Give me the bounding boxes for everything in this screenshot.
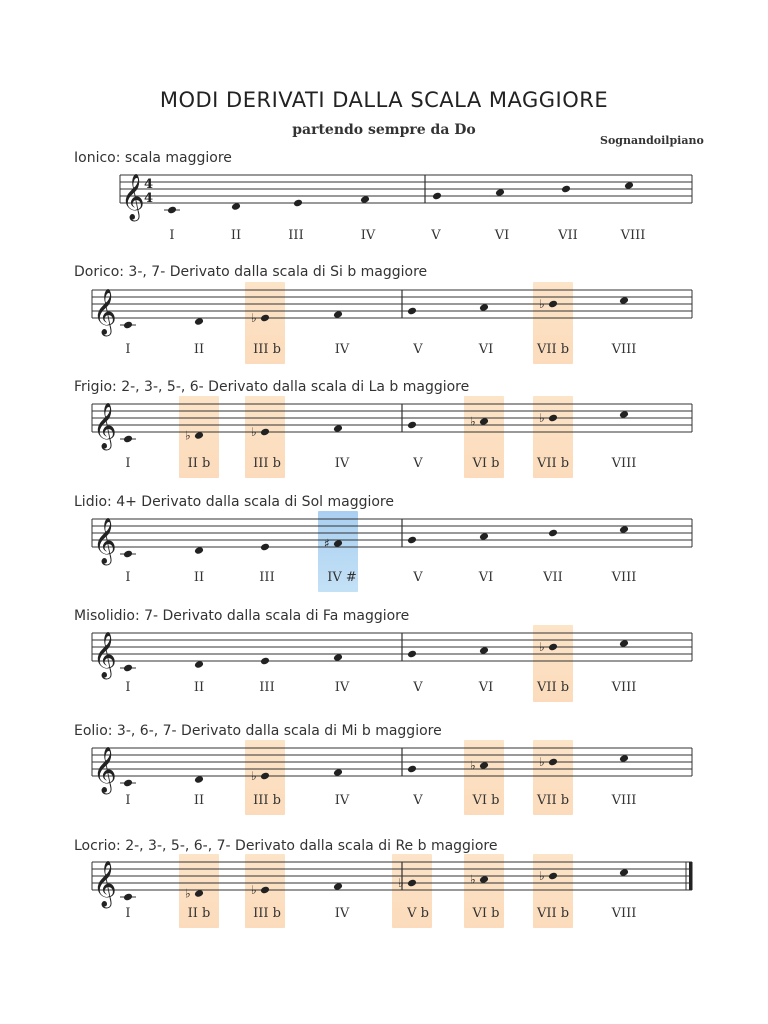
degree-label: VIII [611,456,637,471]
flat-icon: ♭ [251,883,257,897]
degree-label: VIII [611,570,637,585]
degree-label: V [413,793,423,808]
note-head [548,300,558,309]
degree-label: I [169,228,175,243]
note-head [548,529,558,538]
note-head [407,536,417,545]
note-head [407,421,417,430]
degree-label: III [288,228,304,243]
note-head [123,321,133,330]
mode-label: Dorico: 3-, 7- Derivato dalla scala di Si b maggiore [74,264,428,280]
mode-label: Locrio: 2-, 3-, 5-, 6-, 7- Derivato dalla scala di Re b maggiore [74,838,498,854]
degree-label: VII [543,570,563,585]
note-head [407,879,417,888]
degree-label: VI [478,342,494,357]
degree-label: III [259,680,275,695]
music-staff [0,621,768,681]
degree-label: III b [253,342,281,357]
degree-label: VIII [620,228,646,243]
degree-label: II [193,570,205,585]
treble-clef-icon: 𝄞 [93,518,117,564]
degree-label: VII b [536,342,570,357]
flat-icon: ♭ [539,297,545,311]
degree-label: I [125,680,131,695]
note-head [432,192,442,201]
note-head [123,550,133,559]
note-head [548,758,558,767]
note-head [548,872,558,881]
degree-label: VII b [536,906,570,921]
degree-label: IV [334,342,350,357]
note-head [293,199,303,208]
degree-label: I [125,793,131,808]
degree-label: IV [334,793,350,808]
degree-label: II b [187,456,211,471]
flat-icon: ♭ [470,758,476,773]
flat-icon: ♭ [539,755,545,769]
music-staff [0,736,768,796]
note-head [123,435,133,444]
music-staff [0,392,768,452]
degree-label: VII b [536,680,570,695]
degree-label: II [193,793,205,808]
mode-label: Misolidio: 7- Derivato dalla scala di Fa maggiore [74,608,410,624]
degree-label: VI b [472,793,500,808]
degree-label: I [125,570,131,585]
degree-label: IV [334,680,350,695]
note-head [548,414,558,423]
page-subtitle: partendo sempre da Do [292,122,476,138]
note-head [260,657,270,666]
treble-clef-icon: 𝄞 [121,174,145,220]
note-head [561,185,571,194]
degree-label: III b [253,793,281,808]
degree-label: IV [334,456,350,471]
flat-icon: ♭ [539,869,545,883]
sharp-icon: ♯ [324,536,330,551]
degree-label: V [413,342,423,357]
degree-label: III b [253,456,281,471]
degree-label: V b [407,906,429,921]
note-head [407,650,417,659]
mode-label: Eolio: 3-, 6-, 7- Derivato dalla scala di Mi b maggiore [74,723,442,739]
degree-label: V [413,680,423,695]
page-title: MODI DERIVATI DALLA SCALA MAGGIORE [159,88,609,112]
music-staff [0,850,768,910]
note-head [260,314,270,323]
degree-label: I [125,906,131,921]
degree-label: VIII [611,342,637,357]
degree-label: VII b [536,793,570,808]
flat-icon: ♭ [539,640,545,654]
note-head [123,893,133,902]
final-bar-thick [689,862,693,890]
note-head [260,772,270,781]
degree-label: V [413,570,423,585]
mode-label: Ionico: scala maggiore [74,150,232,166]
music-staff [0,278,768,338]
note-head [260,543,270,552]
treble-clef-icon: 𝄞 [93,861,117,907]
flat-icon: ♭ [470,414,476,429]
degree-label: IV [334,906,350,921]
degree-label: VI [494,228,510,243]
flat-icon: ♭ [251,311,257,325]
mode-label: Lidio: 4+ Derivato dalla scala di Sol maggiore [74,494,394,510]
degree-label: V [431,228,441,243]
author-credit: Sognandoilpiano [600,134,704,147]
mode-label: Frigio: 2-, 3-, 5-, 6- Derivato dalla scala di La b maggiore [74,379,470,395]
treble-clef-icon: 𝄞 [93,747,117,793]
note-head [123,779,133,788]
note-head [260,886,270,895]
note-head [167,206,177,215]
degree-label: VIII [611,680,637,695]
degree-label: II [193,342,205,357]
degree-label: IV [360,228,376,243]
degree-label: V [413,456,423,471]
degree-label: VI b [472,456,500,471]
treble-clef-icon: 𝄞 [93,632,117,678]
degree-label: II [230,228,242,243]
degree-label: III [259,570,275,585]
flat-icon: ♭ [470,872,476,887]
treble-clef-icon: 𝄞 [93,289,117,335]
note-head [548,643,558,652]
degree-label: VIII [611,906,637,921]
degree-label: VIII [611,793,637,808]
note-head [123,664,133,673]
degree-label: VII b [536,456,570,471]
music-staff [0,507,768,567]
note-head [407,307,417,316]
degree-label: VII [558,228,578,243]
degree-label: I [125,456,131,471]
degree-label: VI [478,680,494,695]
flat-icon: ♭ [185,886,191,901]
degree-label: VI b [472,906,500,921]
time-signature-numerator: 4 [144,177,154,192]
degree-label: III b [253,906,281,921]
time-signature-denominator: 4 [144,191,154,206]
degree-label: I [125,342,131,357]
music-staff [0,163,768,223]
note-head [260,428,270,437]
degree-label: VI [478,570,494,585]
degree-label: II [193,680,205,695]
note-head [407,765,417,774]
degree-label: II b [187,906,211,921]
flat-icon: ♭ [539,411,545,425]
degree-label: IV # [327,570,357,585]
flat-icon: ♭ [251,425,257,439]
treble-clef-icon: 𝄞 [93,403,117,449]
flat-icon: ♭ [398,876,404,890]
flat-icon: ♭ [251,769,257,783]
flat-icon: ♭ [185,428,191,443]
